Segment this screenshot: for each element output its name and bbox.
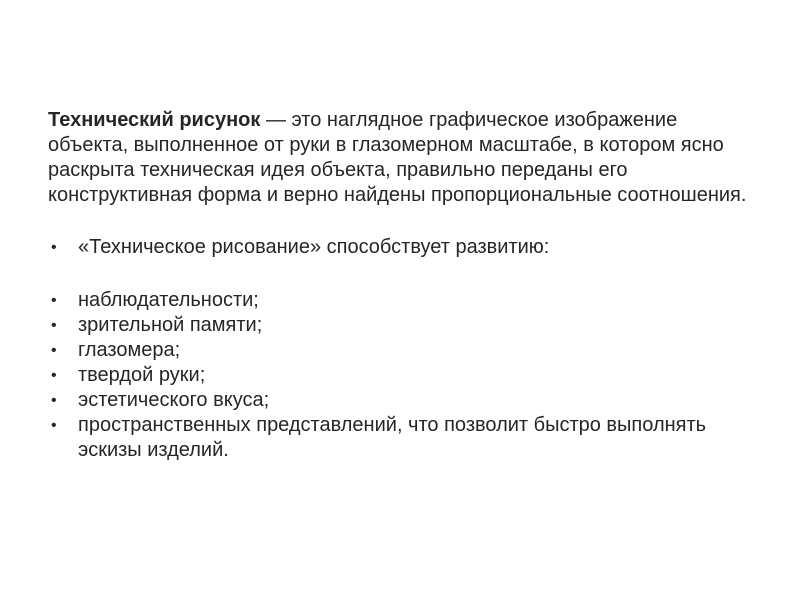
definition-term: Технический рисунок: [48, 109, 261, 131]
bullet-item: • глазомера;: [48, 338, 748, 363]
definition-text: — это наглядное графическое изображение объекта, выполненное от руки в глазомерном масштабе, в котором ясно раскрыта техническая идея объекта, правильно переданы его конструктивная форма и верно найдены пропорциональные соотношения.: [48, 109, 747, 206]
bullet-item: • пространственных представлений, что позволит быстро выполнять эскизы изделий.: [48, 413, 748, 463]
bullet-list: [48, 235, 748, 463]
bullet-item: • зрительной памяти;: [48, 313, 748, 338]
bullet-item: • наблюдательности;: [48, 288, 748, 313]
slide-content: [48, 108, 748, 463]
bullet-item: • эстетического вкуса;: [48, 388, 748, 413]
bullet-intro: • «Техническое рисование» способствует развитию:: [48, 235, 748, 260]
bullet-item: • твердой руки;: [48, 363, 748, 388]
definition-paragraph: [48, 108, 748, 208]
